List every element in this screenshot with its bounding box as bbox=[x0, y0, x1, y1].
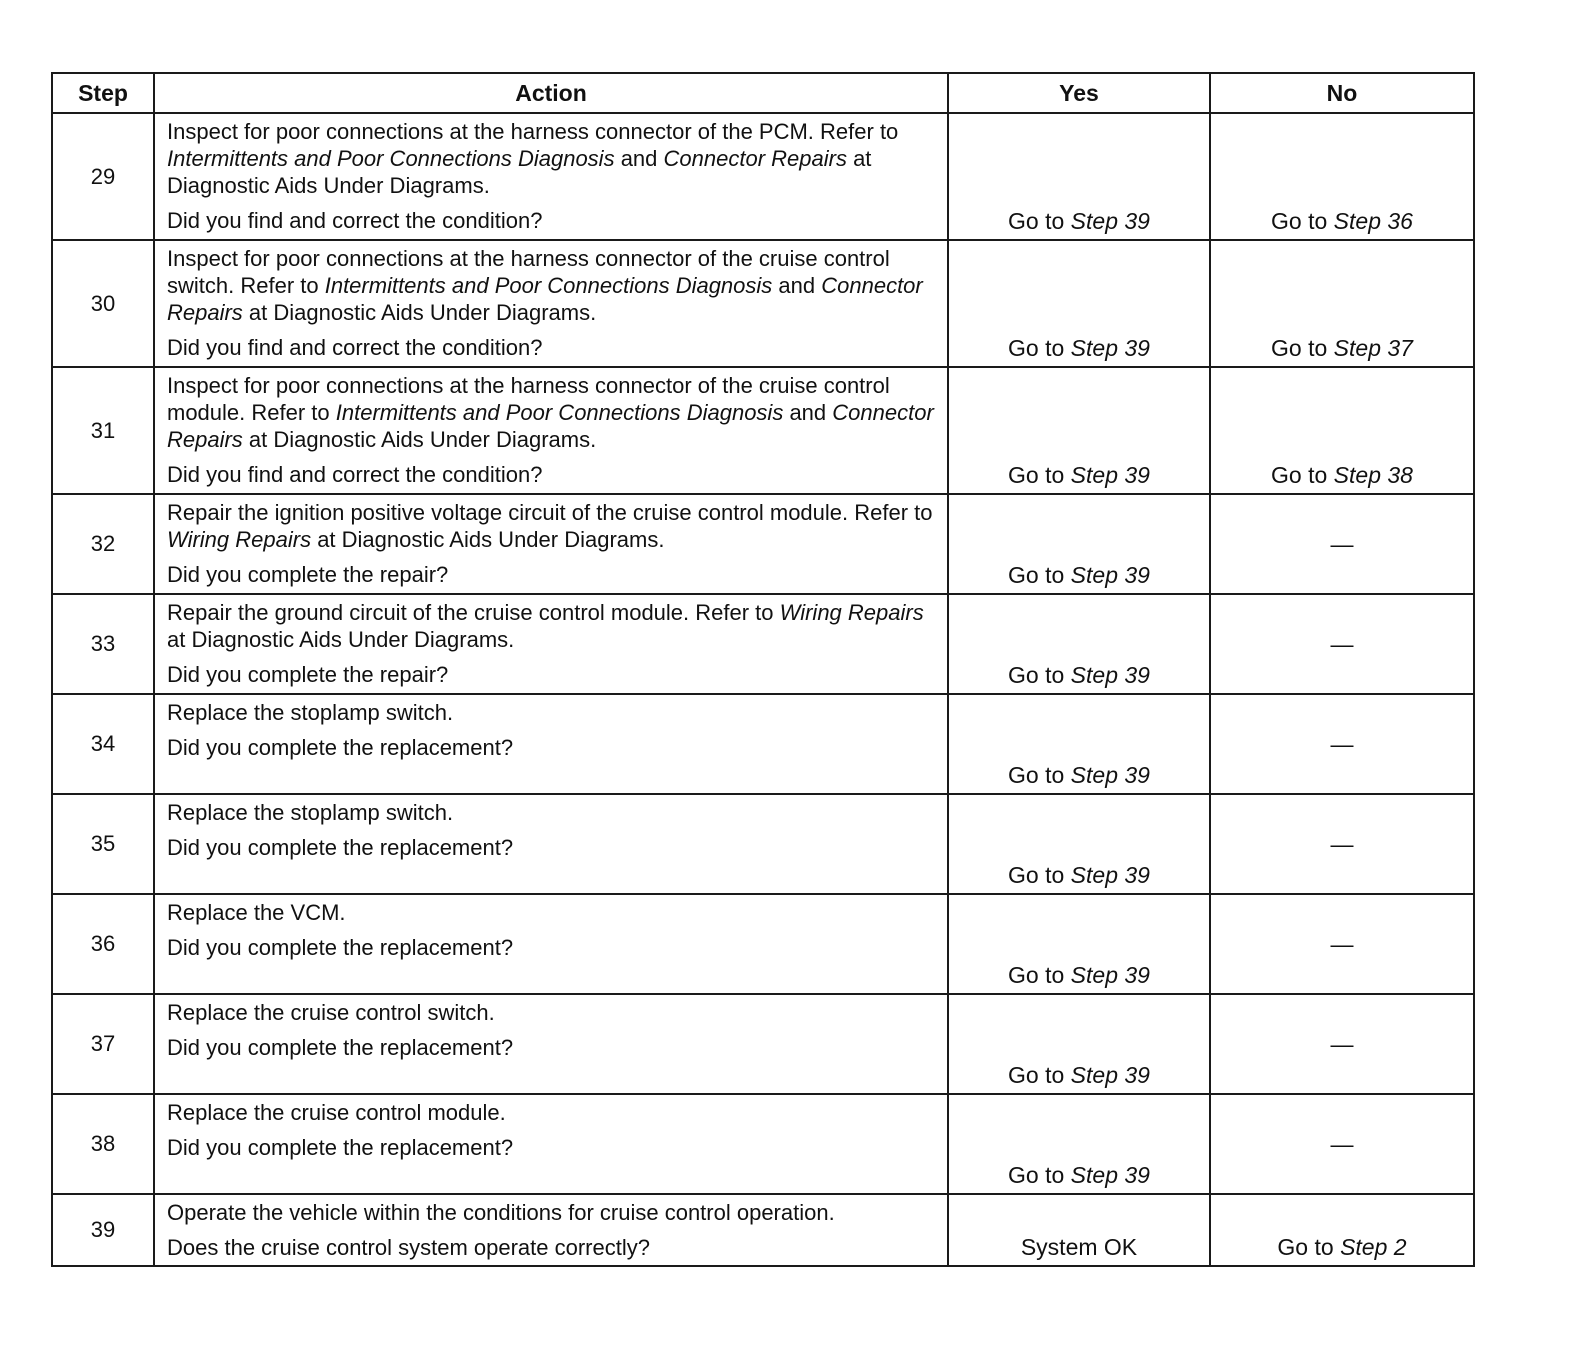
step-number: 32 bbox=[52, 494, 154, 594]
no-outcome bbox=[1210, 994, 1474, 1094]
goto-prefix: Go to bbox=[1008, 1062, 1071, 1088]
action-question: Does the cruise control system operate correctly? bbox=[167, 1235, 650, 1260]
yes-outcome bbox=[948, 994, 1210, 1094]
reference-text: Connector Repairs bbox=[167, 400, 934, 452]
action-cell bbox=[154, 113, 948, 240]
instruction-text: and bbox=[772, 273, 822, 298]
table-row bbox=[52, 367, 1474, 494]
action-instruction bbox=[167, 245, 939, 326]
goto-prefix: Go to bbox=[1271, 208, 1334, 234]
action-question: Did you complete the replacement? bbox=[167, 935, 514, 960]
instruction-text: Replace the stoplamp switch. bbox=[167, 700, 454, 725]
goto-step-reference: Step 39 bbox=[1070, 862, 1150, 888]
action-instruction bbox=[167, 699, 939, 726]
yes-outcome bbox=[948, 1094, 1210, 1194]
action-cell bbox=[154, 694, 948, 794]
action-question: Did you complete the replacement? bbox=[167, 835, 514, 860]
goto-step-reference: Step 39 bbox=[1070, 335, 1150, 361]
not-applicable-dash: — bbox=[1330, 930, 1354, 957]
step-number: 37 bbox=[52, 994, 154, 1094]
instruction-text: Inspect for poor connections at the harness connector of the cruise control module. Refer to bbox=[167, 373, 890, 425]
goto-prefix: Go to bbox=[1008, 862, 1071, 888]
not-applicable-dash: — bbox=[1330, 830, 1354, 857]
reference-text: Intermittents and Poor Connections Diagnosis bbox=[335, 400, 784, 425]
table-row bbox=[52, 1094, 1474, 1194]
no-outcome bbox=[1210, 1194, 1474, 1266]
reference-text: Wiring Repairs bbox=[167, 527, 312, 552]
yes-outcome bbox=[948, 794, 1210, 894]
reference-text: Connector Repairs bbox=[167, 273, 923, 325]
step-number: 29 bbox=[52, 113, 154, 240]
instruction-text: Replace the stoplamp switch. bbox=[167, 800, 454, 825]
no-outcome bbox=[1210, 113, 1474, 240]
reference-text: Intermittents and Poor Connections Diagnosis bbox=[167, 146, 615, 171]
goto-prefix: Go to bbox=[1008, 335, 1071, 361]
table-row bbox=[52, 794, 1474, 894]
yes-outcome bbox=[948, 594, 1210, 694]
goto-prefix: Go to bbox=[1277, 1234, 1341, 1260]
table-header bbox=[52, 73, 1474, 113]
goto-prefix: Go to bbox=[1271, 462, 1334, 488]
action-cell bbox=[154, 1094, 948, 1194]
goto-prefix: Go to bbox=[1008, 562, 1071, 588]
action-question: Did you complete the repair? bbox=[167, 662, 449, 687]
action-instruction bbox=[167, 899, 939, 926]
goto-prefix: Go to bbox=[1008, 1162, 1071, 1188]
step-number: 39 bbox=[52, 1194, 154, 1266]
instruction-text: Repair the ground circuit of the cruise control module. Refer to bbox=[167, 600, 780, 625]
action-cell bbox=[154, 240, 948, 367]
yes-outcome bbox=[948, 367, 1210, 494]
header-no: No bbox=[1210, 73, 1474, 113]
header-row bbox=[52, 73, 1474, 113]
action-instruction bbox=[167, 1199, 939, 1226]
goto-step-reference: Step 39 bbox=[1070, 662, 1150, 688]
step-number: 33 bbox=[52, 594, 154, 694]
step-number: 38 bbox=[52, 1094, 154, 1194]
instruction-text: at Diagnostic Aids Under Diagrams. bbox=[311, 527, 665, 552]
action-question: Did you complete the repair? bbox=[167, 562, 449, 587]
yes-outcome bbox=[948, 494, 1210, 594]
instruction-text: and bbox=[614, 146, 664, 171]
no-outcome bbox=[1210, 694, 1474, 794]
table-row bbox=[52, 113, 1474, 240]
not-applicable-dash: — bbox=[1330, 630, 1354, 657]
instruction-text: Operate the vehicle within the conditions for cruise control operation. bbox=[167, 1200, 835, 1225]
action-cell bbox=[154, 894, 948, 994]
action-question: Did you complete the replacement? bbox=[167, 1035, 514, 1060]
table-row bbox=[52, 694, 1474, 794]
goto-prefix: Go to bbox=[1008, 762, 1071, 788]
goto-step-reference: Step 39 bbox=[1070, 1162, 1150, 1188]
instruction-text: Replace the cruise control module. bbox=[167, 1100, 506, 1125]
goto-step-reference: Step 38 bbox=[1333, 462, 1413, 488]
goto-prefix: Go to bbox=[1008, 208, 1071, 234]
reference-text: Wiring Repairs bbox=[779, 600, 924, 625]
not-applicable-dash: — bbox=[1330, 1130, 1354, 1157]
header-action: Action bbox=[154, 73, 948, 113]
action-instruction bbox=[167, 599, 939, 653]
goto-step-reference: Step 37 bbox=[1333, 335, 1413, 361]
table-row bbox=[52, 994, 1474, 1094]
no-outcome bbox=[1210, 367, 1474, 494]
goto-step-reference: Step 39 bbox=[1070, 462, 1150, 488]
table-row bbox=[52, 594, 1474, 694]
no-outcome bbox=[1210, 1094, 1474, 1194]
table-row bbox=[52, 240, 1474, 367]
goto-step-reference: Step 39 bbox=[1070, 208, 1150, 234]
not-applicable-dash: — bbox=[1330, 1030, 1354, 1057]
action-instruction bbox=[167, 999, 939, 1026]
table-row bbox=[52, 1194, 1474, 1266]
goto-prefix: Go to bbox=[1008, 662, 1071, 688]
yes-outcome bbox=[948, 694, 1210, 794]
action-question: Did you find and correct the condition? bbox=[167, 462, 543, 487]
action-instruction bbox=[167, 499, 939, 553]
instruction-text: Inspect for poor connections at the harness connector of the cruise control switch. Refer to bbox=[167, 246, 890, 298]
table-row bbox=[52, 894, 1474, 994]
diagnostic-steps-table bbox=[51, 72, 1475, 1267]
reference-text: Connector Repairs bbox=[663, 146, 847, 171]
goto-step-reference: Step 39 bbox=[1070, 562, 1150, 588]
instruction-text: Replace the VCM. bbox=[167, 900, 346, 925]
no-outcome bbox=[1210, 594, 1474, 694]
step-number: 30 bbox=[52, 240, 154, 367]
instruction-text: Inspect for poor connections at the harness connector of the PCM. Refer to bbox=[167, 119, 899, 144]
not-applicable-dash: — bbox=[1330, 730, 1354, 757]
instruction-text: at Diagnostic Aids Under Diagrams. bbox=[167, 627, 515, 652]
instruction-text: Repair the ignition positive voltage circuit of the cruise control module. Refer to bbox=[167, 500, 933, 525]
no-outcome bbox=[1210, 794, 1474, 894]
instruction-text: Replace the cruise control switch. bbox=[167, 1000, 495, 1025]
action-cell bbox=[154, 594, 948, 694]
table-row bbox=[52, 494, 1474, 594]
goto-step-reference: Step 2 bbox=[1340, 1234, 1407, 1260]
table-body bbox=[52, 113, 1474, 1266]
instruction-text: at Diagnostic Aids Under Diagrams. bbox=[242, 300, 597, 325]
header-yes: Yes bbox=[948, 73, 1210, 113]
goto-prefix: Go to bbox=[1008, 462, 1071, 488]
no-outcome bbox=[1210, 240, 1474, 367]
action-question: Did you complete the replacement? bbox=[167, 1135, 514, 1160]
goto-prefix: Go to bbox=[1271, 335, 1334, 361]
goto-step-reference: Step 39 bbox=[1070, 962, 1150, 988]
action-cell bbox=[154, 367, 948, 494]
no-outcome bbox=[1210, 894, 1474, 994]
instruction-text: at Diagnostic Aids Under Diagrams. bbox=[242, 427, 597, 452]
reference-text: Intermittents and Poor Connections Diagnosis bbox=[324, 273, 773, 298]
step-number: 31 bbox=[52, 367, 154, 494]
instruction-text: and bbox=[783, 400, 833, 425]
goto-prefix: Go to bbox=[1008, 962, 1071, 988]
yes-outcome bbox=[948, 240, 1210, 367]
action-cell bbox=[154, 1194, 948, 1266]
header-step: Step bbox=[52, 73, 154, 113]
action-question: Did you find and correct the condition? bbox=[167, 335, 543, 360]
action-cell bbox=[154, 494, 948, 594]
goto-step-reference: Step 36 bbox=[1333, 208, 1413, 234]
no-outcome bbox=[1210, 494, 1474, 594]
action-instruction bbox=[167, 372, 939, 453]
action-instruction bbox=[167, 799, 939, 826]
action-question: Did you find and correct the condition? bbox=[167, 208, 543, 233]
yes-outcome bbox=[948, 1194, 1210, 1266]
instruction-text: at Diagnostic Aids Under Diagrams. bbox=[167, 146, 872, 198]
goto-step-reference: Step 39 bbox=[1070, 762, 1150, 788]
action-cell bbox=[154, 994, 948, 1094]
goto-step-reference: Step 39 bbox=[1070, 1062, 1150, 1088]
action-instruction bbox=[167, 118, 939, 199]
action-cell bbox=[154, 794, 948, 894]
step-number: 35 bbox=[52, 794, 154, 894]
step-number: 36 bbox=[52, 894, 154, 994]
yes-outcome bbox=[948, 894, 1210, 994]
step-number: 34 bbox=[52, 694, 154, 794]
not-applicable-dash: — bbox=[1330, 530, 1354, 557]
action-question: Did you complete the replacement? bbox=[167, 735, 514, 760]
outcome-text: System OK bbox=[1020, 1234, 1138, 1260]
yes-outcome bbox=[948, 113, 1210, 240]
action-instruction bbox=[167, 1099, 939, 1126]
